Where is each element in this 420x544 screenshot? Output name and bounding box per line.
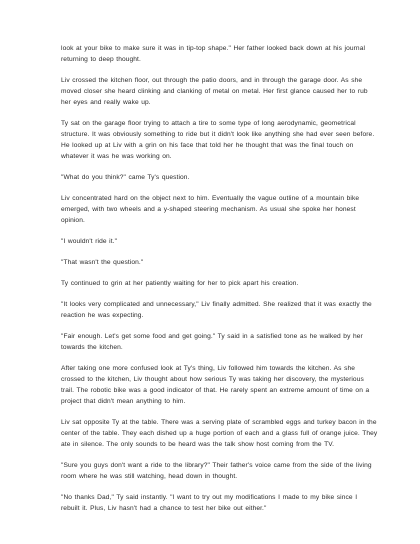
paragraph: "Fair enough. Let's get some food and get going." Ty said in a satisfied tone as he walked by her towards the kitchen.: [61, 333, 363, 351]
paragraph: "No thanks Dad," Ty said instantly. "I want to try out my modifications I made to my bike since I rebuilt it. Plus, Liv hasn't had a chance to test her bike out either.": [61, 494, 358, 512]
paragraph: Liv crossed the kitchen floor, out through the patio doors, and in through the garage door. As she moved closer she heard clinking and clanking of metal on metal. Her first glance caused her to rub her eyes and really wake up.: [61, 77, 368, 106]
paragraph: Ty sat on the garage floor trying to attach a tire to some type of long aerodynamic, geometrical structure. It was obviously something to ride but it didn't look like anything she had ever seen before. He looked up at Liv with a grin on his face that told her he thought that was the final touch on whatever it was he was working on.: [61, 120, 375, 160]
paragraph: "It looks very complicated and unnecessary," Liv finally admitted. She realized that it was exactly the reaction he was expecting.: [61, 301, 372, 319]
paragraph: Liv sat opposite Ty at the table. There was a serving plate of scrambled eggs and turkey bacon in the center of the table. They each dished up a huge portion of each and a glass full of orange juice. They ate in silence. The only sounds to be heard was the talk show host coming from the TV.: [61, 419, 378, 448]
paragraph: "That wasn't the question.": [61, 259, 144, 266]
paragraph: Liv concentrated hard on the object next to him. Eventually the vague outline of a mountain bike emerged, with two wheels and a y-shaped steering mechanism. As usual she spoke her honest opinion.: [61, 195, 360, 224]
paragraph: look at your bike to make sure it was in tip-top shape." Her father looked back down at his journal returning to deep thought.: [61, 45, 366, 63]
paragraph: "I wouldn't ride it.": [61, 238, 118, 245]
paragraph: "What do you think?" came Ty's question.: [61, 174, 190, 181]
paragraph: Ty continued to grin at her patiently waiting for her to pick apart his creation.: [61, 280, 299, 287]
paragraph: After taking one more confused look at Ty's thing, Liv followed him towards the kitchen. As she crossed to the kitchen, Liv thought about how serious Ty was taking her discovery, the mysterious trail. The robotic bike was a good indicator of that. He rarely spent an extreme amount of time on a project that didn't mean anything to him.: [61, 365, 370, 405]
paragraph: "Sure you guys don't want a ride to the library?" Their father's voice came from the side of the living room where he was still watching, head down in thought.: [61, 462, 372, 480]
